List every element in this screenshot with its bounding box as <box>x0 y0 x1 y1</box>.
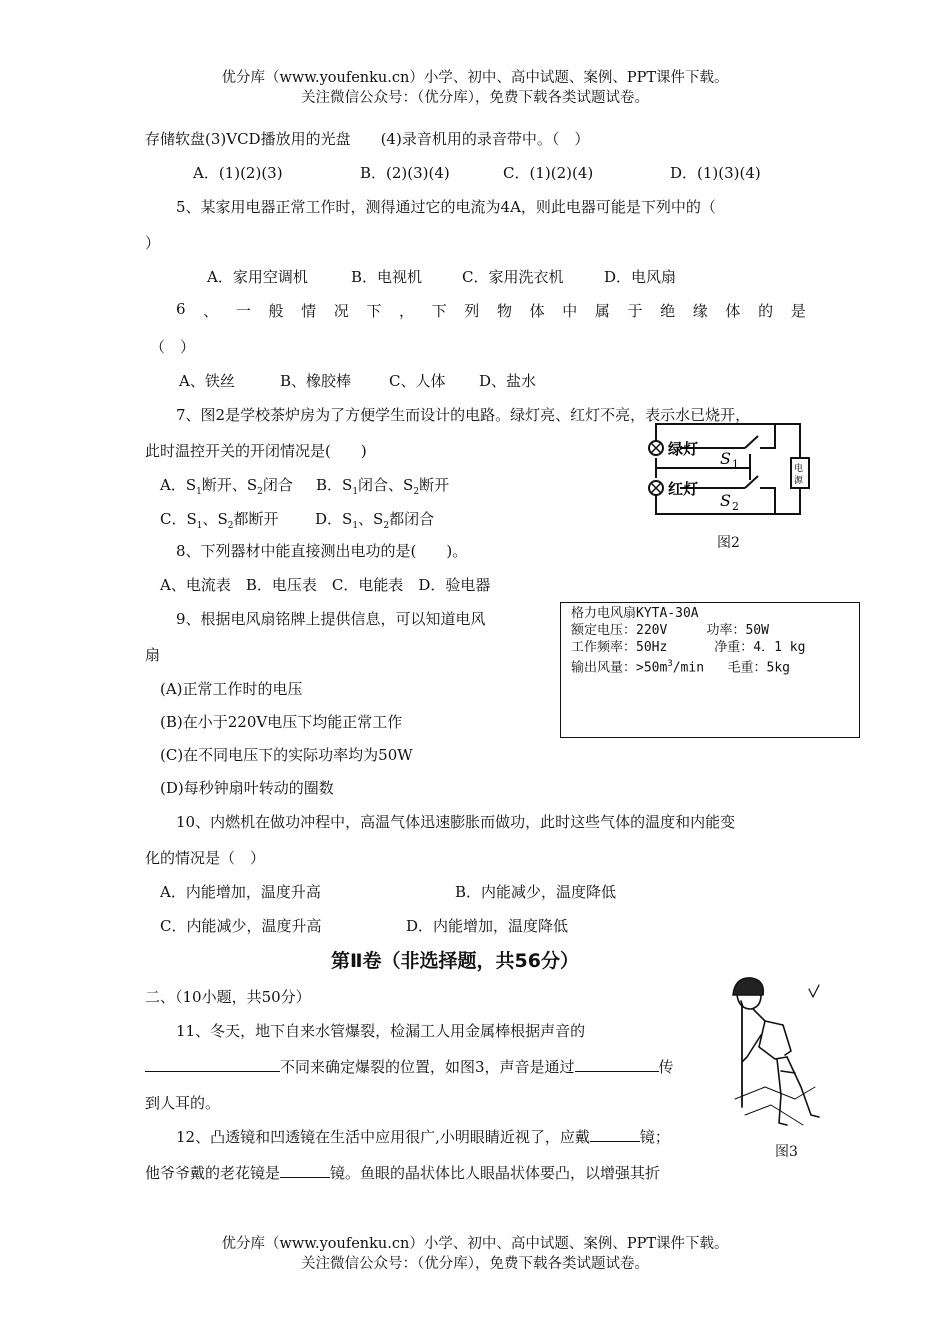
q9-option-d: (D)每秒钟扇叶转动的圈数 <box>160 779 334 797</box>
q5-option-c: C．家用洗衣机 <box>462 268 564 286</box>
nameplate-line-4: 输出风量：$>50m^3/\min$ 毛重：5kg <box>571 659 791 676</box>
q4-option-d: D．(1)(3)(4) <box>670 164 761 182</box>
footer-line-2: 关注微信公众号：（优分库），免费下载各类试题试卷。 <box>301 1256 649 1272</box>
nameplate-line-1: 格力电风扇KYTA-30A <box>571 606 699 621</box>
q6-stem-char: 的 <box>758 302 774 320</box>
header-line-1: 优分库（www.youfenku.cn）小学、初中、高中试题、案例、PPT课件下载。 <box>221 70 729 86</box>
q6-option-d: D、盐水 <box>479 372 537 390</box>
switch-s2-subscript: 2 <box>732 500 739 513</box>
switch-s1-subscript: 1 <box>732 458 739 471</box>
q6-close: （ ） <box>150 338 196 356</box>
red-lamp-label: 红灯 <box>668 480 699 498</box>
q8-options: A、电流表 B．电压表 C．电能表 D．验电器 <box>160 576 491 594</box>
q6-stem-char: 般 <box>268 302 284 320</box>
q6-stem-char: 况 <box>333 302 349 320</box>
q6-stem-char: 中 <box>562 302 578 320</box>
q7-option-d: D．$S_1$、$S_2$都闭合 <box>315 510 435 531</box>
q7-stem-1: 7、图2是学校茶炉房为了方便学生而设计的电路。绿灯亮、红灯不亮，表示水已烧开， <box>176 406 751 424</box>
q5-option-b: B．电视机 <box>351 268 423 286</box>
q6-stem-char: 于 <box>627 302 643 320</box>
q6-stem-char: 属 <box>594 302 610 320</box>
q6-stem-char: ， <box>399 302 415 320</box>
q9-stem-1: 9、根据电风扇铭牌上提供信息，可以知道电风 <box>176 610 486 628</box>
q5-close: ） <box>145 234 161 252</box>
figure-2-circuit <box>640 418 815 518</box>
q4-option-b: B．(2)(3)(4) <box>360 164 450 182</box>
power-label-2: 源 <box>794 476 804 486</box>
green-lamp-label: 绿灯 <box>668 440 699 458</box>
q5-stem: 5、某家用电器正常工作时，测得通过它的电流为4A，则此电器可能是下列中的（ <box>176 198 716 216</box>
q8-stem: 8、下列器材中能直接测出电功的是( )。 <box>176 542 468 560</box>
q12-stem-2: 他爷爷戴的老花镜是 镜。鱼眼的晶状体比人眼晶状体要凸，以增强其折 <box>145 1164 661 1182</box>
q6-stem-char: 一 <box>235 302 251 320</box>
q5-option-d: D．电风扇 <box>604 268 677 286</box>
q9-option-a: (A)正常工作时的电压 <box>160 680 303 698</box>
q11-blank-2[interactable] <box>575 1057 659 1072</box>
q12-blank-2[interactable] <box>280 1163 330 1178</box>
switch-s1-label: S <box>720 449 731 468</box>
q11-stem-1: 11、冬天，地下自来水管爆裂，检漏工人用金属棒根据声音的 <box>176 1022 586 1040</box>
q4-continuation: 存储软盘(3)VCD播放用的光盘 (4)录音机用的录音带中。（ ） <box>145 130 590 148</box>
q6-option-c: C、人体 <box>389 372 446 390</box>
q4-option-a: A．(1)(2)(3) <box>193 164 283 182</box>
q6-stem-char: 是 <box>790 302 806 320</box>
switch-s2-label: S <box>720 491 731 510</box>
q12-stem-1: 12、凸透镜和凹透镜在生活中应用很广,小明眼睛近视了，应戴 镜； <box>176 1128 670 1146</box>
q6-stem-char: 、 <box>203 302 219 320</box>
q6-stem-char: 列 <box>464 302 480 320</box>
header-line-2: 关注微信公众号：（优分库），免费下载各类试题试卷。 <box>301 90 649 106</box>
figure-3-worker <box>725 975 825 1133</box>
q10-option-d: D．内能增加，温度降低 <box>406 917 569 935</box>
q7-option-c: C．$S_1$、$S_2$都断开 <box>160 510 279 531</box>
fan-nameplate <box>560 602 860 738</box>
q6-stem-char: 下 <box>431 302 447 320</box>
q9-stem-2: 扇 <box>145 646 161 664</box>
q6-stem-char: 体 <box>725 302 741 320</box>
nameplate-line-2: 额定电压：220V 功率：50W <box>571 623 769 638</box>
section-2-heading: 二、（10小题，共50分） <box>145 988 311 1006</box>
q11-stem-3: 到人耳的。 <box>145 1094 221 1112</box>
q6-stem-char: 缘 <box>692 302 708 320</box>
q6-stem-char: 物 <box>496 302 512 320</box>
nameplate-line-3: 工作频率：50Hz 净重：4．1 kg <box>571 640 806 655</box>
q10-stem-2: 化的情况是（ ） <box>145 849 266 867</box>
q5-option-a: A．家用空调机 <box>207 268 308 286</box>
q7-option-b: B．$S_1$闭合、$S_2$断开 <box>316 476 450 497</box>
q6-stem-char: 绝 <box>660 302 676 320</box>
q10-option-c: C．内能减少，温度升高 <box>160 917 322 935</box>
q10-stem-1: 10、内燃机在做功冲程中，高温气体迅速膨胀而做功，此时这些气体的温度和内能变 <box>176 813 736 831</box>
q9-option-c: (C)在不同电压下的实际功率均为50W <box>160 746 413 764</box>
q6-stem-char: 6 <box>176 300 186 318</box>
power-label-1: 电 <box>794 464 804 474</box>
q11-stem-2: 不同来确定爆裂的位置，如图3，声音是通过 传 <box>145 1056 674 1077</box>
q6-stem-char: 体 <box>529 302 545 320</box>
q12-blank-1[interactable] <box>590 1127 640 1142</box>
q10-option-b: B．内能减少，温度降低 <box>455 883 617 901</box>
part-2-title: 第Ⅱ卷（非选择题，共56分） <box>331 950 579 972</box>
q6-stem-char: 情 <box>301 302 317 320</box>
q11-blank-1[interactable] <box>145 1057 280 1072</box>
q7-option-a: A．$S_1$断开、$S_2$闭合 <box>160 476 293 497</box>
q6-option-a: A、铁丝 <box>179 372 235 390</box>
q6-stem-char: 下 <box>366 302 382 320</box>
q6-option-b: B、橡胶棒 <box>280 372 352 390</box>
q6-stem <box>176 300 806 321</box>
figure-2-caption: 图2 <box>717 535 740 551</box>
q9-option-b: (B)在小于220V电压下均能正常工作 <box>160 713 403 731</box>
q4-option-c: C．(1)(2)(4) <box>503 164 594 182</box>
footer-line-1: 优分库（www.youfenku.cn）小学、初中、高中试题、案例、PPT课件下载。 <box>221 1236 729 1252</box>
q7-stem-2: 此时温控开关的开闭情况是( ) <box>145 442 367 460</box>
figure-3-caption: 图3 <box>775 1144 798 1160</box>
q10-option-a: A．内能增加，温度升高 <box>160 883 321 901</box>
